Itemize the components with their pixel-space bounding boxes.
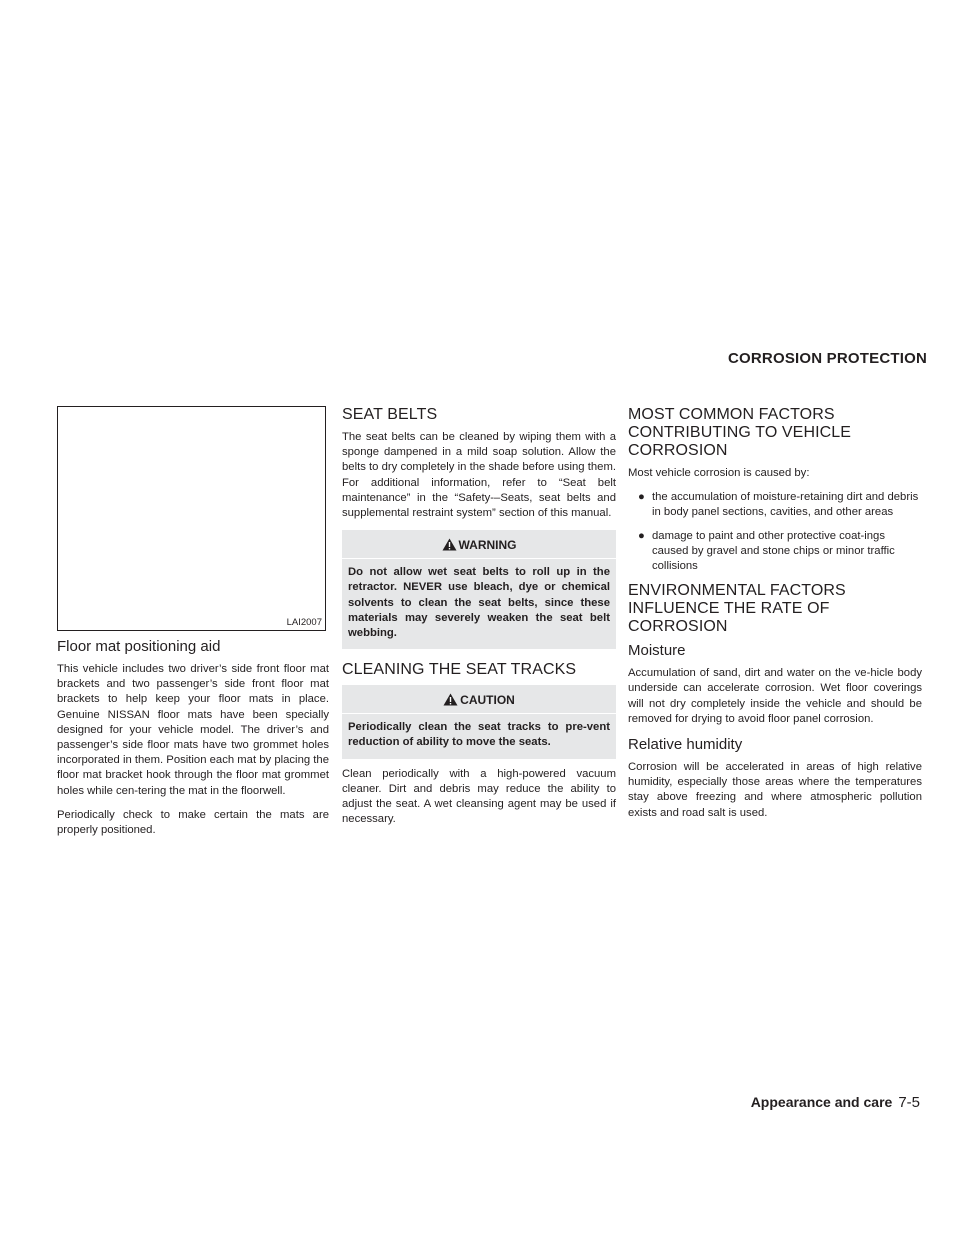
warning-text: Do not allow wet seat belts to roll up in the retractor. NEVER use bleach, dye or chemical solvents to clean the seat belts, since these materials may severely weaken the seat belt webbing. — [348, 566, 610, 640]
footer-section-title: Appearance and care — [750, 1094, 893, 1110]
heading-floor-mat: Floor mat positioning aid — [57, 638, 221, 655]
page-number: 7-5 — [898, 1094, 920, 1111]
column-1 — [57, 638, 329, 847]
bullet-icon: ● — [638, 491, 645, 504]
list-item — [628, 529, 922, 575]
caution-triangle-icon — [443, 693, 458, 706]
heading-cleaning-seat-tracks: CLEANING THE SEAT TRACKS — [342, 661, 577, 679]
warning-title-text: WARNING — [458, 538, 517, 553]
caution-title — [342, 685, 616, 714]
page-footer — [751, 1094, 920, 1111]
warning-title — [342, 530, 616, 559]
list-item-text: damage to paint and other protective coat-ings caused by gravel and stone chips or minor traffic collisions — [652, 529, 895, 573]
column-3 — [628, 406, 922, 830]
heading-moisture: Moisture — [628, 642, 686, 660]
section-header: CORROSION PROTECTION — [728, 350, 928, 367]
paragraph: Periodically check to make certain the mats are properly positioned. — [57, 808, 329, 837]
caution-title-text: CAUTION — [460, 693, 515, 708]
paragraph: Clean periodically with a high-powered vacuum cleaner. Dirt and debris may reduce the ability to adjust the seat. A wet cleansing agent may be used if necessary. — [342, 767, 616, 826]
warning-triangle-icon — [442, 538, 457, 551]
paragraph: The seat belts can be cleaned by wiping them with a sponge dampened in a mild soap solution. Allow the belts to dry completely in the shade before using them. For additional information, refer to “Seat belt maintenance” in the “Safety-–Seats, seat belts and supplemental restraint system” section of this manual. — [342, 431, 616, 520]
paragraph: Corrosion will be accelerated in areas of high relative humidity, especially those areas where the temperatures stay above freezing and where atmospheric pollution exists and road salt is used. — [628, 761, 922, 819]
heading-common-factors: MOST COMMON FACTORS CONTRIBUTING TO VEHICLE CORROSION — [628, 406, 852, 459]
caution-box — [342, 685, 616, 758]
paragraph: Most vehicle corrosion is caused by: — [628, 467, 810, 479]
warning-box — [342, 530, 616, 649]
figure-label: LAI2007 — [286, 617, 322, 628]
bullet-list — [628, 490, 922, 574]
heading-relative-humidity: Relative humidity — [628, 736, 743, 754]
heading-environmental-factors: ENVIRONMENTAL FACTORS INFLUENCE THE RATE OF CORROSION — [628, 582, 846, 636]
caution-text: Periodically clean the seat tracks to pre-vent reduction of ability to move the seats. — [348, 721, 610, 749]
list-item — [628, 490, 922, 520]
list-item-text: the accumulation of moisture-retaining dirt and debris in body panel sections, cavities, and other areas — [652, 491, 919, 519]
figure-placeholder — [57, 406, 326, 631]
bullet-icon: ● — [638, 529, 645, 542]
column-2 — [342, 406, 616, 836]
paragraph: Accumulation of sand, dirt and water on the ve-hicle body underside can accelerate corrosion. Wet floor coverings will not dry completely inside the vehicle and should be removed for drying to avoid floor panel corrosion. — [628, 667, 922, 725]
paragraph: This vehicle includes two driver’s side front floor mat brackets and two passenger’s side front floor mat brackets to help keep your floor mats in place. Genuine NISSAN floor mats have been specially designed for your vehicle model. The driver’s and passenger’s side floor mats have two grommet holes incorporated in them. Position each mat by placing the floor mat bracket hook through the floor mat grommet holes while cen-tering the mat in the floorwell. — [57, 663, 329, 797]
heading-seat-belts: SEAT BELTS — [342, 406, 438, 423]
